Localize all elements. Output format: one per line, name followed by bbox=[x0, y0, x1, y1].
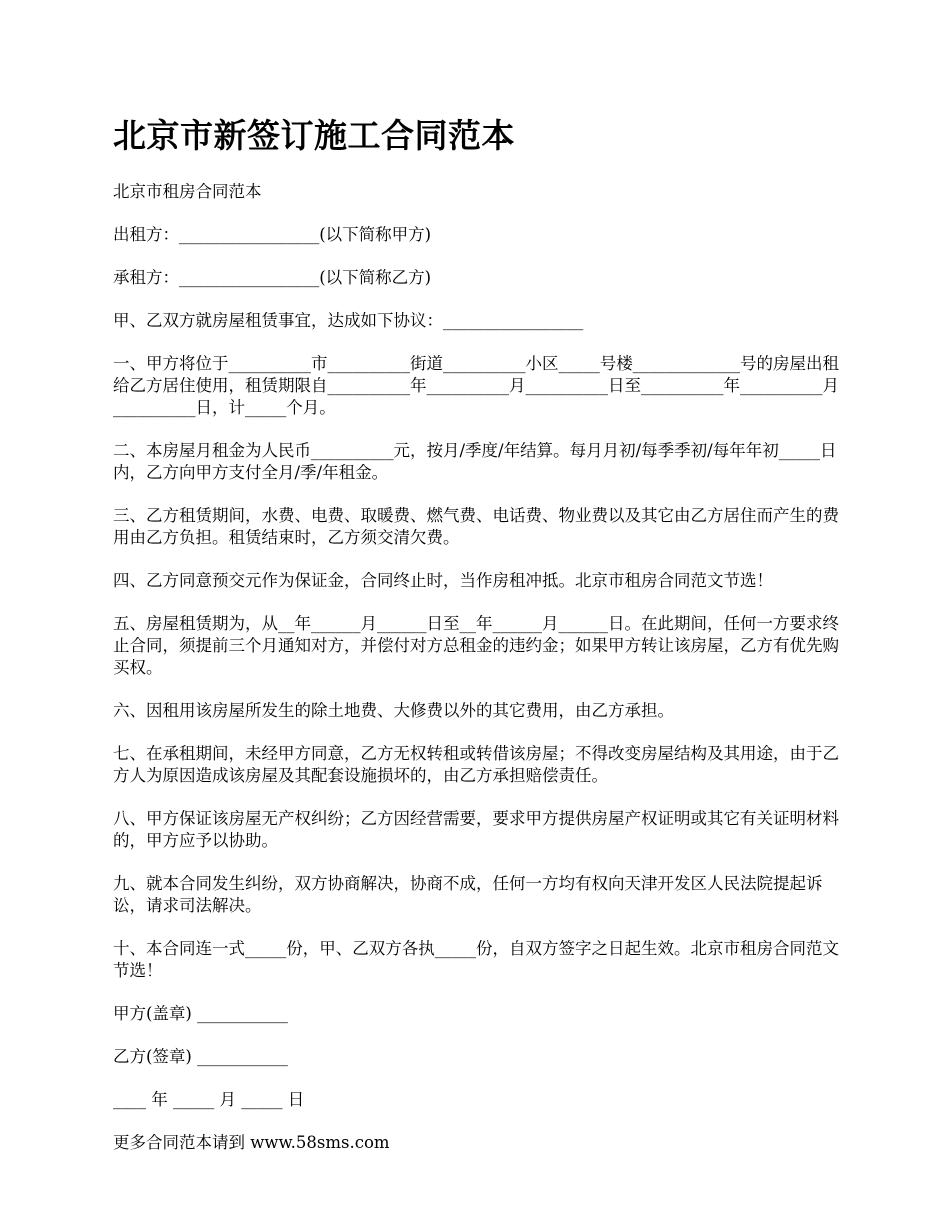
clause-1: 一、甲方将位于__________市__________街道__________小区_____号楼_____________号的房屋出租给乙方居住使用，租赁期限自__________年__________月__________日至__________年__________月__________日，计_____个月。 bbox=[113, 354, 839, 417]
party-a-signature: 甲方(盖章) ___________ bbox=[113, 1004, 288, 1023]
clause-5: 五、房屋租赁期为，从__年______月______日至__年______月______日。在此期间，任何一方要求终止合同，须提前三个月通知对方，并偿付对方总租金的违约金；如果甲方转让该房屋，乙方有优先购买权。 bbox=[113, 614, 839, 677]
clause-8: 八、甲方保证该房屋无产权纠纷；乙方因经营需要，要求甲方提供房屋产权证明或其它有关证明材料的，甲方应予以协助。 bbox=[113, 809, 839, 850]
footer-link[interactable]: 更多合同范本请到 www.58sms.com bbox=[113, 1133, 390, 1152]
document-page bbox=[113, 112, 843, 1175]
date-line: ____ 年 _____ 月 _____ 日 bbox=[113, 1090, 305, 1109]
document-subtitle: 北京市租房合同范本 bbox=[113, 182, 262, 201]
clause-7: 七、在承租期间，未经甲方同意，乙方无权转租或转借该房屋；不得改变房屋结构及其用途，由于乙方人为原因造成该房屋及其配套设施损坏的，由乙方承担赔偿责任。 bbox=[113, 744, 839, 785]
document-title: 北京市新签订施工合同范本 bbox=[113, 116, 515, 155]
clause-2: 二、本房屋月租金为人民币__________元，按月/季度/年结算。每月月初/每季季初/每年年初_____日内，乙方向甲方支付全月/季/年租金。 bbox=[113, 441, 837, 482]
lessee-line: 承租方：_________________(以下简称乙方) bbox=[113, 268, 432, 287]
clause-6: 六、因租用该房屋所发生的除土地费、大修费以外的其它费用，由乙方承担。 bbox=[113, 701, 674, 720]
clause-3: 三、乙方租赁期间，水费、电费、取暖费、燃气费、电话费、物业费以及其它由乙方居住而产生的费用由乙方负担。租赁结束时，乙方须交清欠费。 bbox=[113, 506, 839, 547]
clause-9: 九、就本合同发生纠纷，双方协商解决，协商不成，任何一方均有权向天津开发区人民法院提起诉讼，请求司法解决。 bbox=[113, 874, 823, 915]
clause-10: 十、本合同连一式_____份，甲、乙双方各执_____份，自双方签字之日起生效。北京市租房合同范文节选！ bbox=[113, 939, 839, 980]
clause-4: 四、乙方同意预交元作为保证金，合同终止时，当作房租冲抵。北京市租房合同范文节选！ bbox=[113, 571, 773, 590]
party-b-signature: 乙方(签章) ___________ bbox=[113, 1047, 288, 1066]
intro-paragraph: 甲、乙双方就房屋租赁事宜，达成如下协议：_________________ bbox=[113, 311, 584, 330]
lessor-line: 出租方：_________________(以下简称甲方) bbox=[113, 225, 432, 244]
